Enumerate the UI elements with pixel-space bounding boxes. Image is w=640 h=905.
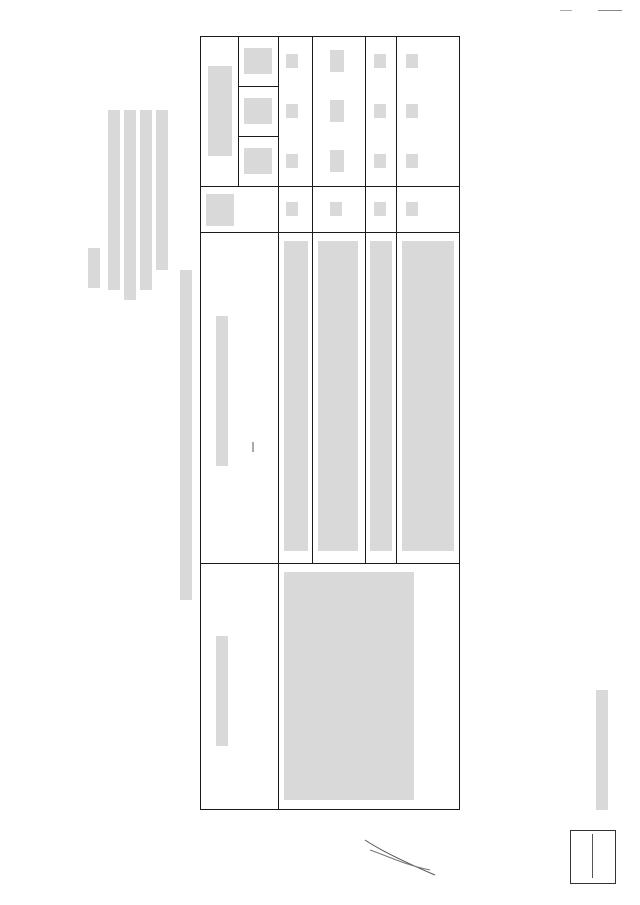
- indicators-table: [200, 36, 460, 810]
- row-sep-1: [312, 36, 313, 564]
- row-3-indicator: [370, 241, 392, 551]
- header-row-separator: [278, 36, 279, 810]
- goal-text: [284, 572, 414, 800]
- table-border-bottom: [200, 809, 460, 810]
- row-2-value-2017: [330, 50, 344, 72]
- header-indicator: [216, 316, 228, 466]
- table-caption: [180, 270, 192, 600]
- row-4-value-2017: [406, 54, 418, 68]
- row-4-value-2015: [406, 154, 418, 168]
- planned-subheader-line: [238, 36, 239, 186]
- header-year-2016: [244, 98, 272, 124]
- col-sep-unit-planned: [200, 186, 460, 187]
- row-3-value-2016: [374, 104, 386, 118]
- header-year-2017: [244, 48, 272, 74]
- row-1-unit: [286, 202, 298, 216]
- appendix-title-line: [88, 248, 100, 288]
- table-border-left: [200, 36, 201, 810]
- appendix-line-2: [124, 110, 136, 300]
- row-sep-2: [365, 36, 366, 564]
- row-3-value-2017: [374, 54, 386, 68]
- row-2-unit: [330, 202, 342, 216]
- stamp-box: [570, 830, 616, 884]
- col-sep-goal-indicator: [200, 563, 460, 564]
- row-1-value-2016: [286, 104, 298, 118]
- registration-number: [596, 690, 608, 810]
- row-2-indicator: [318, 241, 358, 551]
- header-planned-period: [208, 66, 232, 156]
- table-border-top: [200, 36, 460, 37]
- handwritten-scribble: [360, 830, 440, 880]
- row-4-unit: [406, 202, 418, 216]
- registration-stamp: [570, 830, 614, 882]
- header-unit: [206, 194, 234, 226]
- appendix-line-1: [108, 110, 120, 290]
- header-year-2015: [244, 148, 272, 174]
- row-2-value-2016: [330, 100, 344, 122]
- col-sep-indicator-unit: [200, 232, 460, 233]
- stamp-inner-line: [592, 834, 593, 878]
- table-border-right: [459, 36, 460, 810]
- appendix-line-4: [156, 110, 168, 270]
- row-4-indicator: [402, 241, 454, 551]
- row-1-value-2015: [286, 154, 298, 168]
- row-1-value-2017: [286, 54, 298, 68]
- row-3-value-2015: [374, 154, 386, 168]
- header-goal: [216, 636, 228, 746]
- appendix-line-3: [140, 110, 152, 290]
- row-2-value-2015: [330, 150, 344, 172]
- scan-mark-top-right-2: [560, 10, 572, 11]
- row-1-indicator: [284, 241, 308, 551]
- scan-mark-top-right: [598, 10, 622, 11]
- planned-year-sep-2: [238, 136, 278, 137]
- row-4-value-2016: [406, 104, 418, 118]
- row-3-unit: [374, 202, 386, 216]
- small-mark: [250, 440, 260, 454]
- planned-year-sep-1: [238, 86, 278, 87]
- row-sep-3: [396, 36, 397, 564]
